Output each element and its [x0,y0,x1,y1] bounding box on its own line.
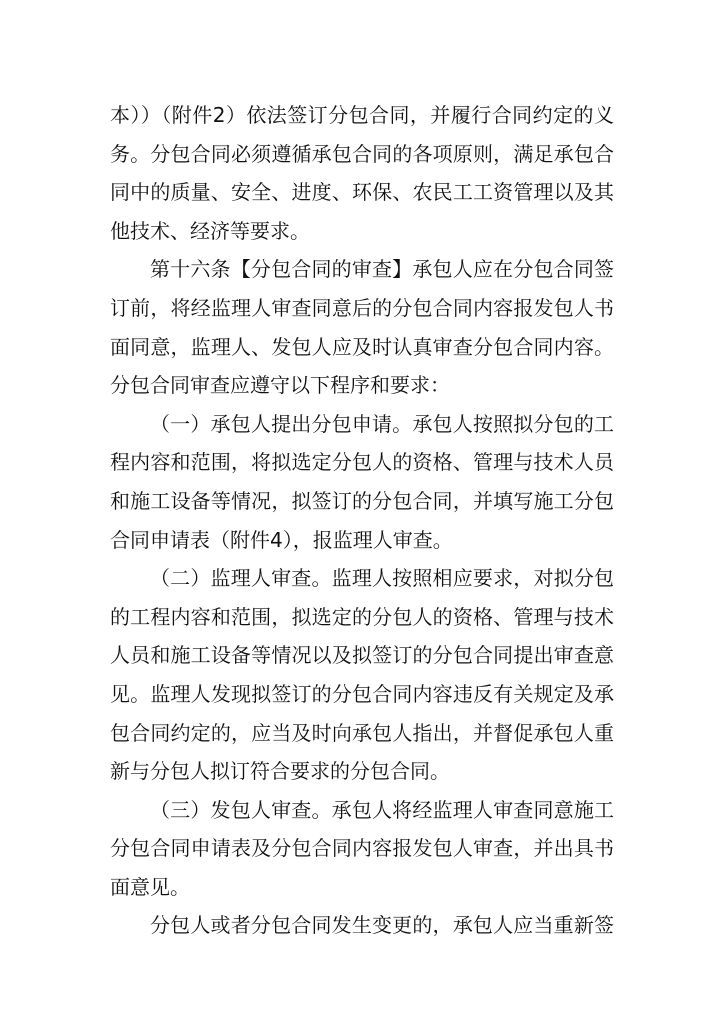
text-line: 的工程内容和范围，拟选定的分包人的资格、管理与技术 [110,604,614,629]
text-line: 合同申请表（附件4），报监理人审查。 [110,527,453,552]
document-page [110,96,614,945]
text-line: 见。监理人发现拟签订的分包合同内容违反有关规定及承 [110,681,614,706]
text-line: 他技术、经济等要求。 [110,218,310,243]
text-line: 分包合同审查应遵守以下程序和要求： [110,373,450,398]
text-line: 包合同约定的，应当及时向承包人指出，并督促承包人重 [110,720,614,745]
text-line: 面意见。 [110,874,190,899]
text-line: 第十六条【分包合同的审查】承包人应在分包合同签 [150,257,614,282]
text-line: 和施工设备等情况，拟签订的分包合同，并填写施工分包 [110,488,614,513]
text-line: 分包合同申请表及分包合同内容报发包人审查，并出具书 [110,836,614,861]
text-line: 新与分包人拟订符合要求的分包合同。 [110,759,450,784]
text-line: 本））（附件2）依法签订分包合同，并履行合同约定的义 [110,103,614,127]
text-line: （三）发包人审查。承包人将经监理人审查同意施工 [150,797,614,822]
text-line: 程内容和范围，将拟选定分包人的资格、管理与技术人员 [110,450,614,475]
text-line: 同中的质量、安全、进度、环保、农民工工资管理以及其 [110,180,614,205]
text-line: （二）监理人审查。监理人按照相应要求，对拟分包 [150,566,614,591]
text-line: （一）承包人提出分包申请。承包人按照拟分包的工 [150,411,614,436]
text-line: 面同意，监理人、发包人应及时认真审查分包合同内容。 [110,334,614,359]
text-line: 人员和施工设备等情况以及拟签订的分包合同提出审查意 [110,643,614,668]
text-line: 务。分包合同必须遵循承包合同的各项原则，满足承包合 [110,141,614,166]
text-line: 分包人或者分包合同发生变更的，承包人应当重新签 [150,913,614,938]
text-line: 订前，将经监理人审查同意后的分包合同内容报发包人书 [110,295,614,320]
